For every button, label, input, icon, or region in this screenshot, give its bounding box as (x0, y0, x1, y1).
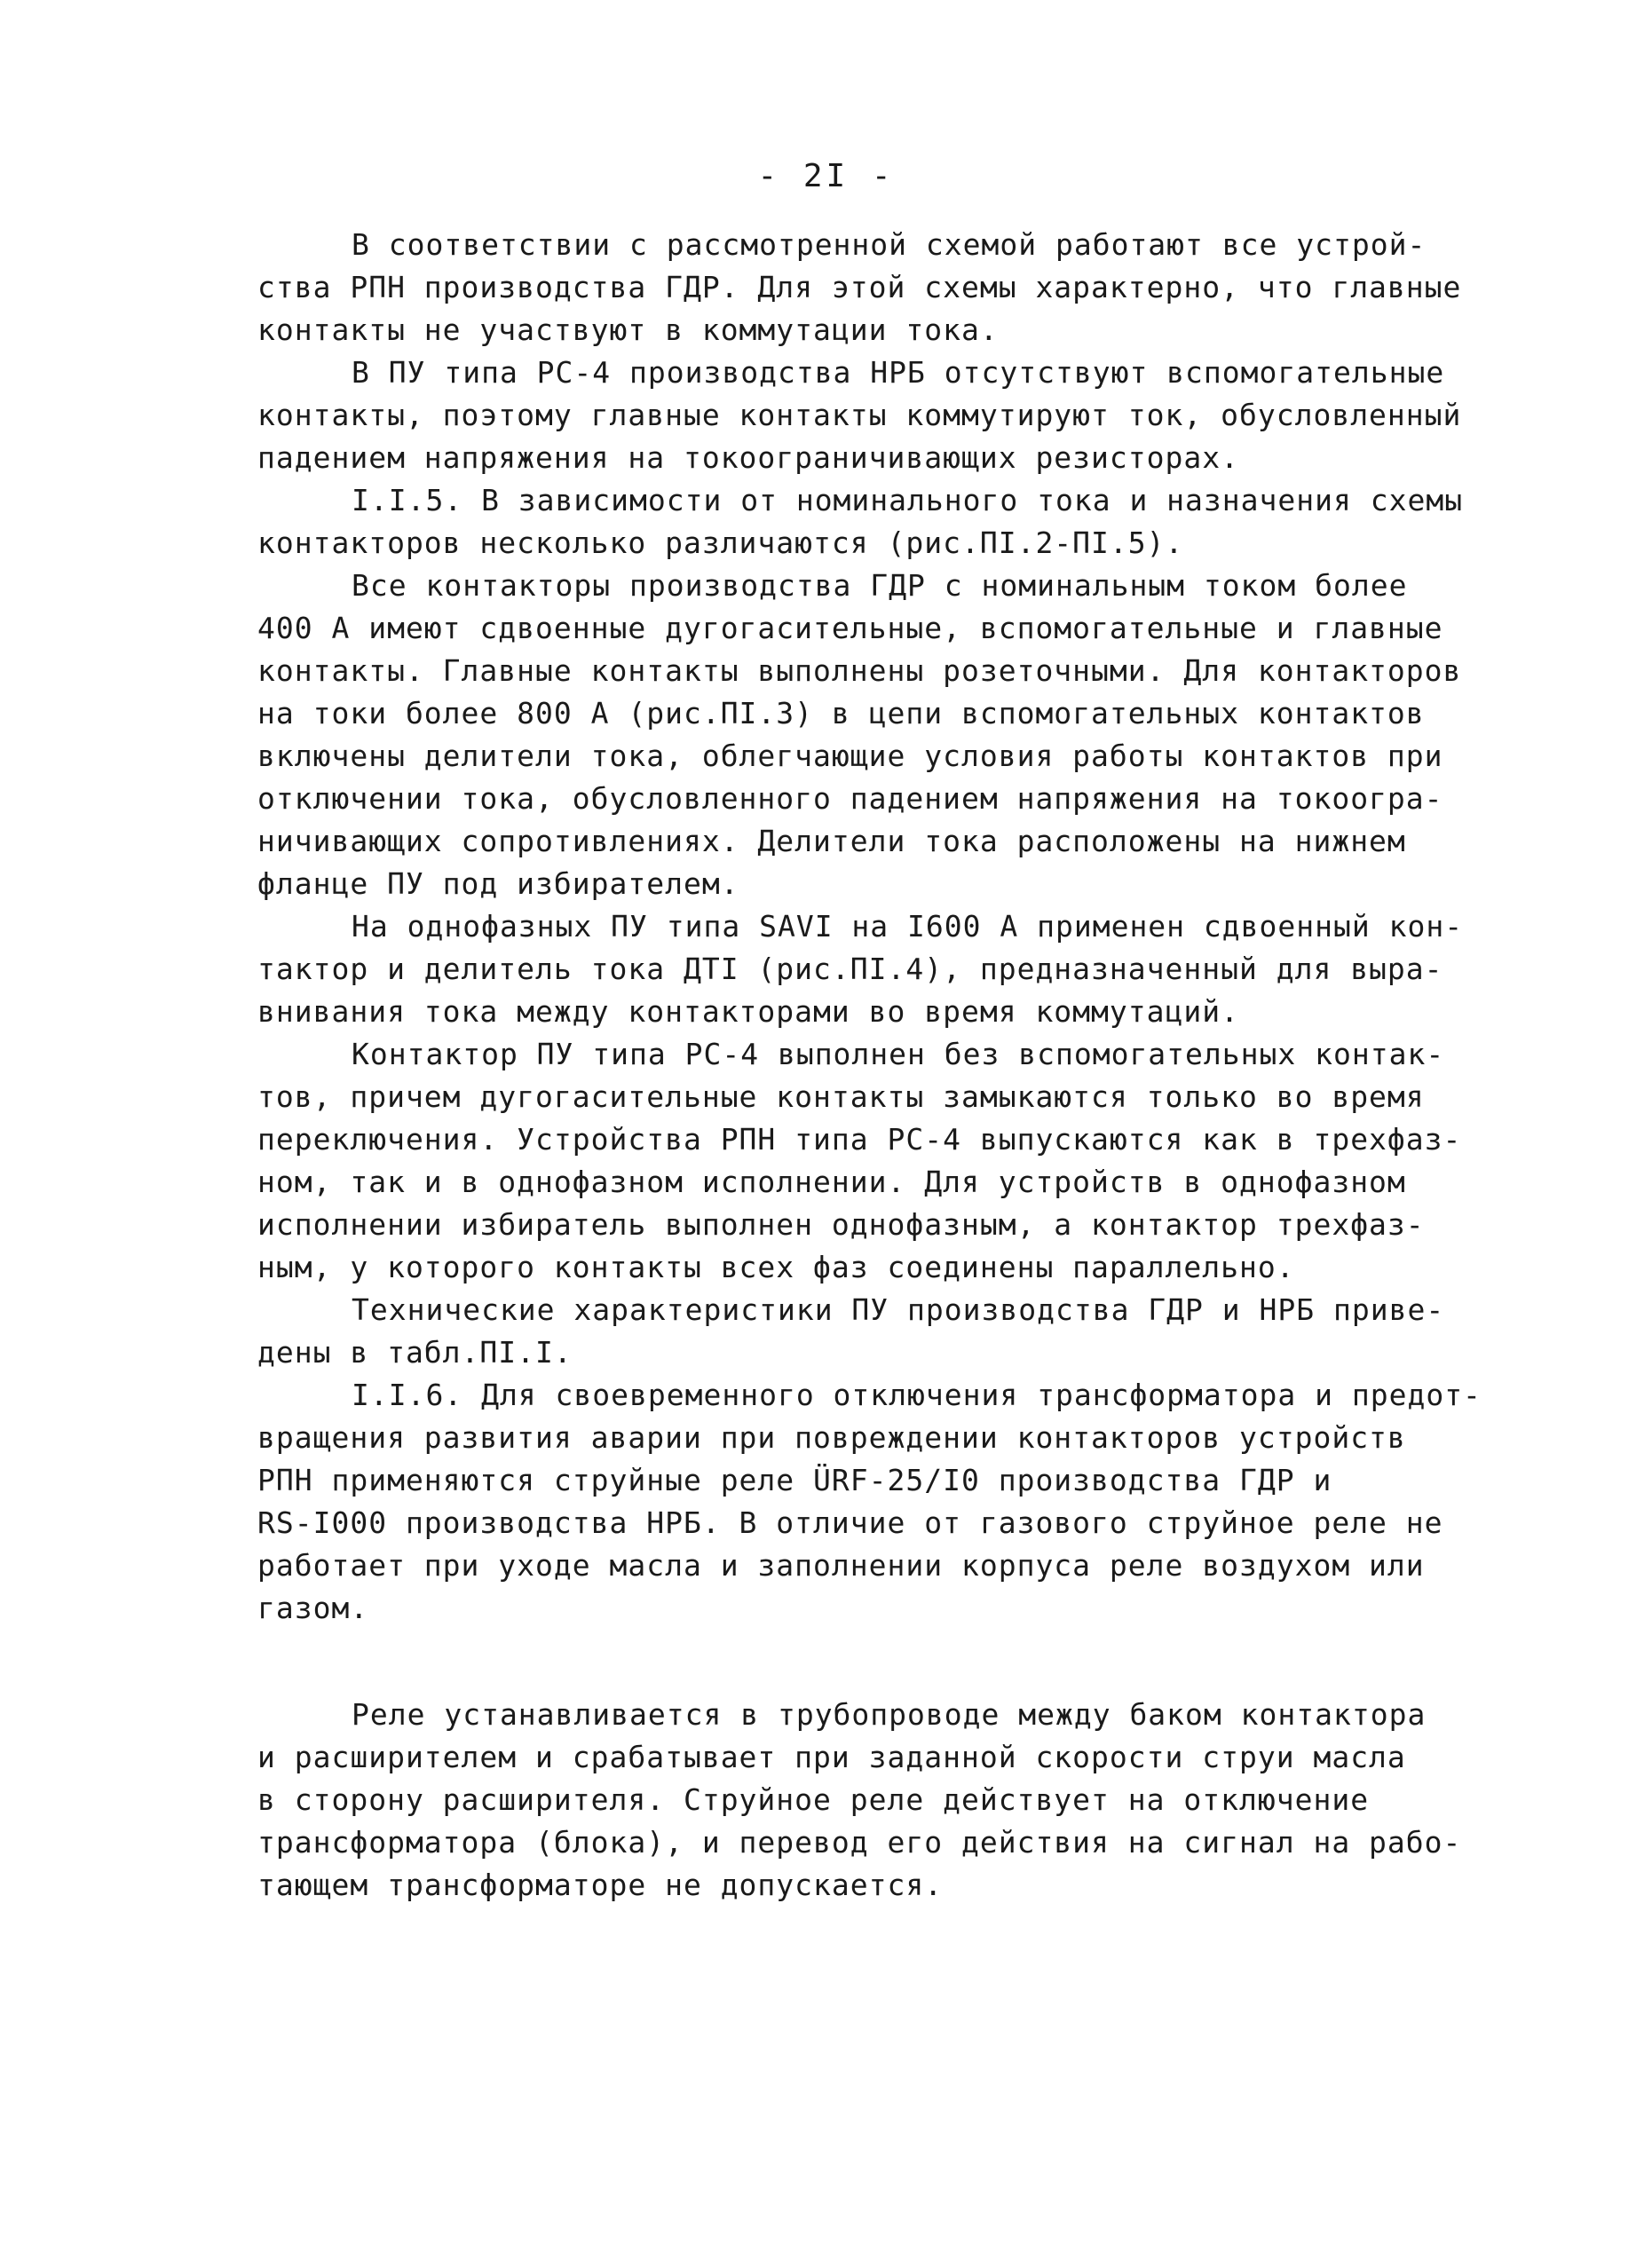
text-line: I.I.5. В зависимости от номинального тока и назначения схемы (352, 483, 1464, 517)
text-line: тающем трансформаторе не допускается. (257, 1868, 944, 1902)
text-line: в сторону расширителя. Струйное реле действует на отключение (257, 1782, 1370, 1817)
text-line: трансформатора (блока), и перевод его действия на сигнал на рабо- (257, 1825, 1462, 1860)
text-line: переключения. Устройства РПН типа РС-4 выпускаются как в трехфаз- (257, 1122, 1462, 1157)
text-line: В соответствии с рассмотренной схемой работают все устрой- (352, 227, 1427, 262)
text-line: На однофазных ПУ типа SAVI на I600 А применен сдвоенный кон- (352, 909, 1464, 944)
text-line: контакторов несколько различаются (рис.ПI.2-ПI.5). (257, 525, 1184, 560)
body-text (257, 224, 1482, 1907)
text-line: I.I.6. Для своевременного отключения трансформатора и предот- (352, 1378, 1482, 1412)
text-line: вращения развития аварии при повреждении контакторов устройств (257, 1420, 1406, 1455)
text-line: Все контакторы производства ГДР с номинальным током более (352, 568, 1408, 603)
text-line: внивания тока между контакторами во время коммутаций. (257, 994, 1239, 1029)
text-line: ства РПН производства ГДР. Для этой схемы характерно, что главные (257, 270, 1462, 304)
text-line: отключении тока, обусловленного падением напряжения на токоогра- (257, 781, 1443, 816)
text-line: работает при уходе масла и заполнении корпуса реле воздухом или (257, 1548, 1425, 1583)
text-line: РПН применяются струйные реле ÜRF-25/I0 производства ГДР и (257, 1463, 1332, 1497)
text-line: тактор и делитель тока ДТI (рис.ПI.4), предназначенный для выра- (257, 952, 1443, 986)
text-line: на токи более 800 А (рис.ПI.3) в цепи вспомогательных контактов (257, 696, 1425, 731)
text-line: падением напряжения на токоограничивающих резисторах. (257, 440, 1239, 475)
text-line: В ПУ типа РС-4 производства НРБ отсутствуют вспомогательные (352, 355, 1445, 390)
text-line: Реле устанавливается в трубопроводе между баком контактора (352, 1697, 1427, 1732)
text-line: контакты. Главные контакты выполнены розеточными. Для контакторов (257, 653, 1462, 688)
text-line: включены делители тока, облегчающие условия работы контактов при (257, 739, 1443, 773)
text-line: Технические характеристики ПУ производства ГДР и НРБ приве- (352, 1292, 1445, 1327)
paragraph-gap (257, 1630, 1447, 1694)
text-line: Контактор ПУ типа РС-4 выполнен без вспомогательных контак- (352, 1037, 1445, 1071)
text-line: дены в табл.ПI.I. (257, 1335, 573, 1370)
text-line: контакты, поэтому главные контакты коммутируют ток, обусловленный (257, 398, 1462, 432)
text-line: ном, так и в однофазном исполнении. Для устройств в однофазном (257, 1165, 1406, 1199)
text-line: исполнении избиратель выполнен однофазным, а контактор трехфаз- (257, 1207, 1425, 1242)
text-line: контакты не участвуют в коммутации тока. (257, 312, 999, 347)
text-line: тов, причем дугогасительные контакты замыкаются только во время (257, 1079, 1425, 1114)
text-line: ничивающих сопротивлениях. Делители тока расположены на нижнем (257, 824, 1406, 858)
text-line: ным, у которого контакты всех фаз соединены параллельно. (257, 1250, 1295, 1284)
text-line: 400 А имеют сдвоенные дугогасительные, вспомогательные и главные (257, 611, 1443, 645)
text-line: RS-I000 производства НРБ. В отличие от газового струйное реле не (257, 1505, 1443, 1540)
text-line: газом. (257, 1591, 369, 1625)
text-line: фланце ПУ под избирателем. (257, 866, 739, 901)
text-line: и расширителем и срабатывает при заданной скорости струи масла (257, 1740, 1406, 1774)
page-number: - 2I - (757, 158, 895, 194)
